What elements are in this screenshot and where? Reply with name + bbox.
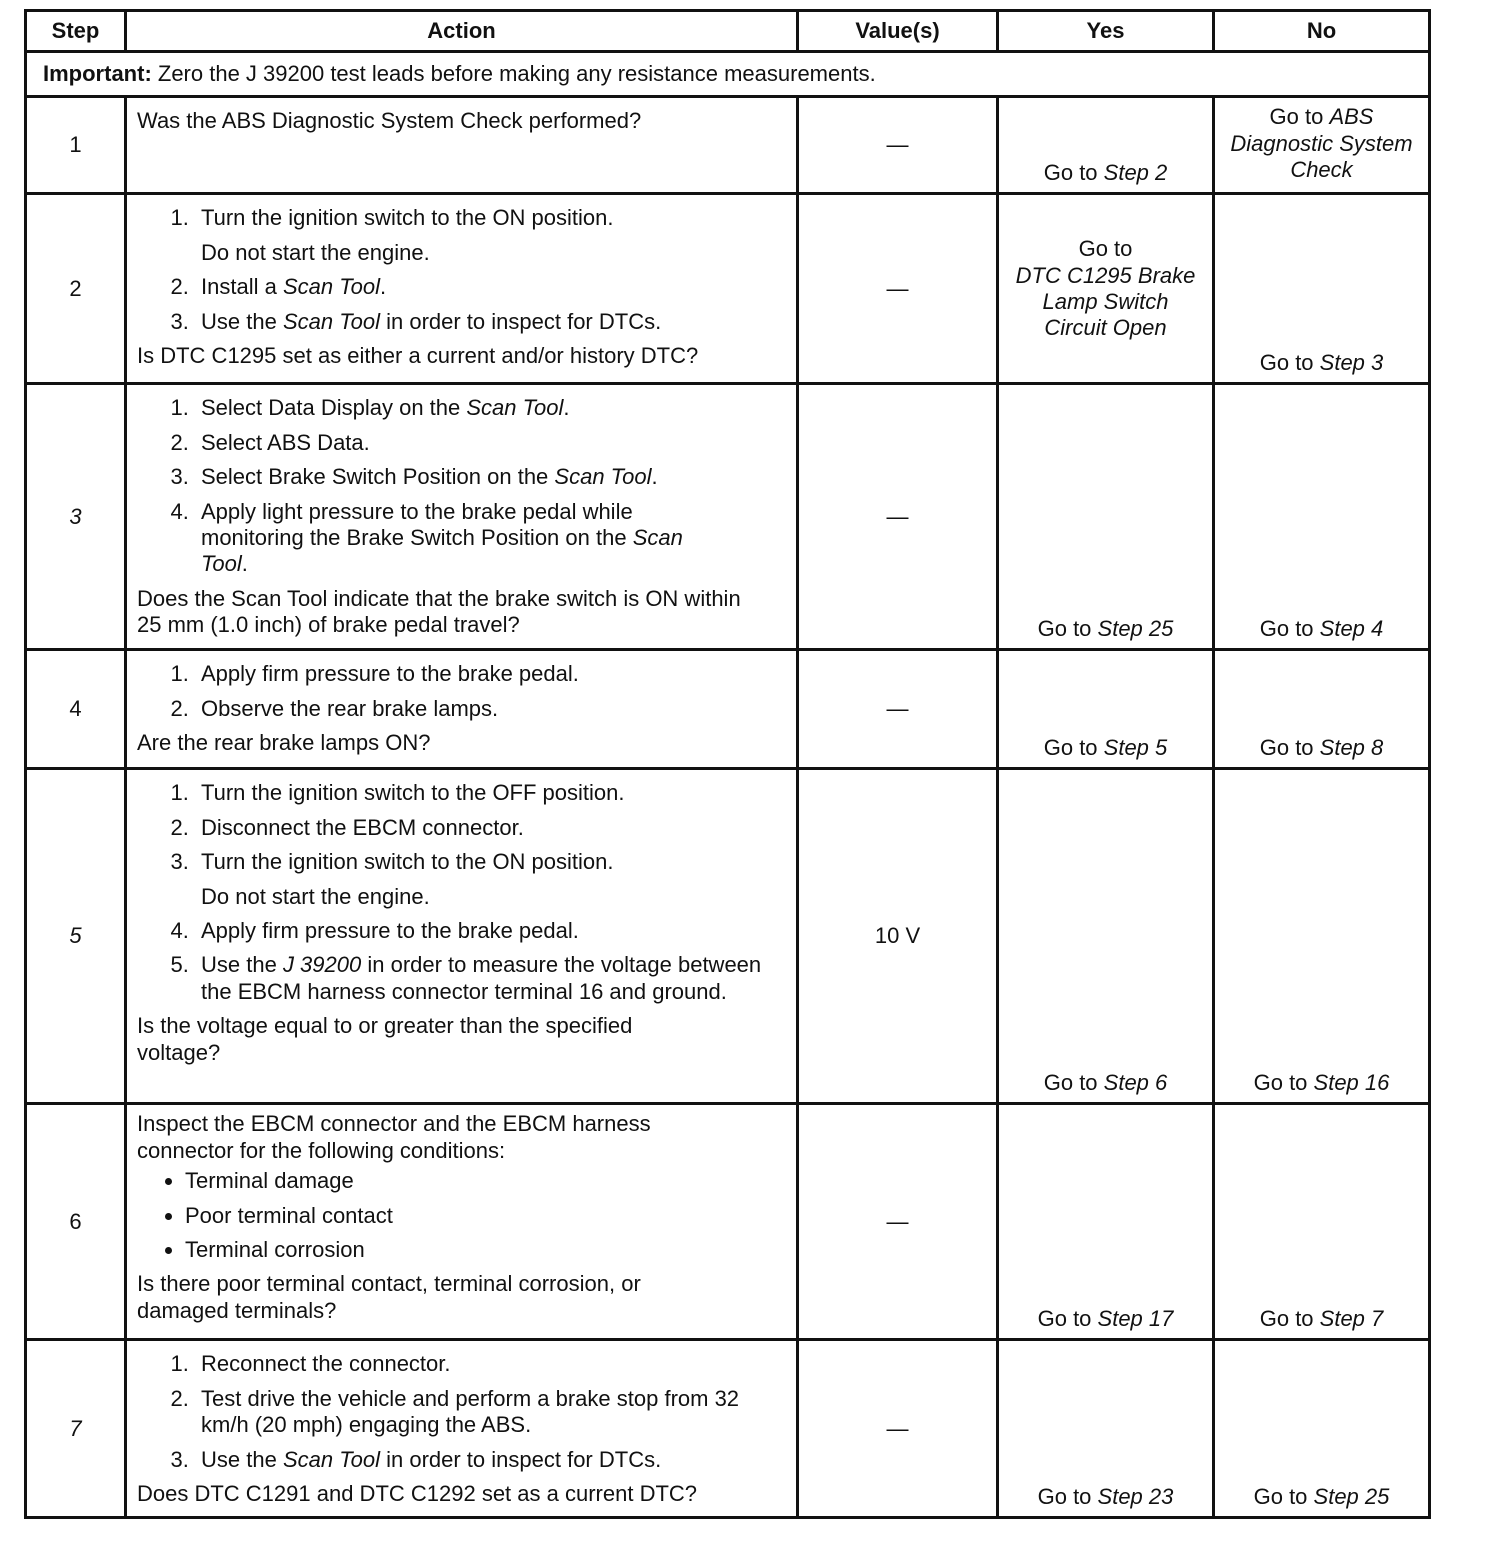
step-number: 5 <box>26 769 126 1104</box>
action-step <box>195 918 786 944</box>
action-step-text: Turn the ignition switch to the OFF position. <box>201 780 625 806</box>
table-row <box>26 194 1430 384</box>
yes-link[interactable]: Step 17 <box>1097 1306 1174 1331</box>
action-step <box>195 661 786 687</box>
yes-cell <box>998 769 1214 1104</box>
header-step: Step <box>26 11 126 52</box>
yes-prefix: Go to <box>1037 1306 1098 1331</box>
action-question: Is DTC C1295 set as either a current and/or history DTC? <box>137 342 699 368</box>
yes-link[interactable]: Step 5 <box>1103 735 1168 760</box>
list-item: • Terminal damage <box>185 1168 786 1194</box>
action-cell <box>126 769 798 1104</box>
important-label: Important: <box>43 61 152 86</box>
value-cell: — <box>798 650 998 769</box>
action-step-text: Use the <box>201 1446 283 1472</box>
no-link[interactable]: Step 16 <box>1313 1070 1390 1095</box>
important-row <box>26 52 1430 97</box>
no-link[interactable]: ABS Diagnostic System Check <box>1230 104 1413 183</box>
action-question: Does DTC C1291 and DTC C1292 set as a current DTC? <box>137 1480 698 1506</box>
action-cell <box>126 1104 798 1340</box>
table-row <box>26 769 1430 1104</box>
list-item: • Poor terminal contact <box>185 1203 786 1229</box>
action-step-text: Use the <box>201 308 283 334</box>
action-intro: Inspect the EBCM connector and the EBCM harness connector for the following conditions: <box>137 1111 651 1163</box>
table-row <box>26 97 1430 194</box>
yes-link[interactable]: DTC C1295 Brake Lamp Switch Circuit Open <box>1015 262 1196 341</box>
step-number: 2 <box>26 194 126 384</box>
no-cell <box>1214 97 1430 194</box>
no-prefix: Go to <box>1269 104 1330 130</box>
no-link[interactable]: Step 8 <box>1319 735 1384 760</box>
action-step <box>195 815 786 841</box>
action-step <box>195 205 786 266</box>
action-step <box>195 849 786 910</box>
yes-prefix: Go to <box>1043 160 1104 185</box>
header-row <box>26 11 1430 52</box>
value-cell: — <box>798 384 998 650</box>
value-cell: — <box>798 1104 998 1340</box>
value-cell: 10 V <box>798 769 998 1104</box>
action-question: Does the Scan Tool indicate that the brake switch is ON within 25 mm (1.0 inch) of brake pedal travel? <box>137 585 741 638</box>
action-cell <box>126 1340 798 1518</box>
action-step-text: in order to measure the voltage between the EBCM harness connector terminal 16 and ground. <box>201 952 762 1004</box>
action-step-text: in order to inspect for DTCs. <box>379 1446 662 1472</box>
action-question: Are the rear brake lamps ON? <box>137 730 431 756</box>
action-step-emphasis: Scan Tool <box>282 1446 380 1472</box>
action-step-emphasis: Scan Tool <box>282 308 380 334</box>
no-cell <box>1214 1104 1430 1340</box>
value-cell: — <box>798 1340 998 1518</box>
action-cell <box>126 194 798 384</box>
yes-cell <box>998 1340 1214 1518</box>
action-step-text: . <box>651 464 658 490</box>
action-question: Is the voltage equal to or greater than the specified voltage? <box>137 1013 633 1065</box>
no-prefix: Go to <box>1253 1070 1314 1095</box>
yes-link[interactable]: Step 2 <box>1103 160 1168 185</box>
action-step-text: Use the <box>201 952 283 978</box>
header-values: Value(s) <box>798 11 998 52</box>
action-step-text: Apply firm pressure to the brake pedal. <box>201 661 579 687</box>
action-step-text: . <box>563 395 570 421</box>
action-step-text: Disconnect the EBCM connector. <box>201 814 524 840</box>
action-step <box>195 274 786 300</box>
step-number: 6 <box>26 1104 126 1340</box>
action-step-text: Select ABS Data. <box>201 429 370 455</box>
action-step-text: Select Data Display on the <box>201 395 467 421</box>
action-cell <box>126 384 798 650</box>
no-prefix: Go to <box>1259 1306 1320 1331</box>
yes-prefix: Go to <box>1043 1070 1104 1095</box>
step-number: 7 <box>26 1340 126 1518</box>
action-step <box>195 696 786 722</box>
important-note <box>26 52 1430 97</box>
action-step-text: Observe the rear brake lamps. <box>201 695 499 721</box>
action-step <box>195 780 786 806</box>
action-step-text: Reconnect the connector. <box>201 1351 451 1377</box>
action-step <box>195 1447 786 1473</box>
action-step-text: . <box>379 274 387 300</box>
no-prefix: Go to <box>1259 350 1320 375</box>
action-step-text: . <box>241 551 248 577</box>
yes-prefix: Go to <box>1037 616 1098 641</box>
action-step-text: Turn the ignition switch to the ON position. <box>201 849 614 875</box>
action-step <box>195 395 786 421</box>
table-row <box>26 1104 1430 1340</box>
no-prefix: Go to <box>1253 1484 1314 1509</box>
diagnostic-table <box>24 9 1431 1519</box>
action-step-text: Install a <box>201 274 283 300</box>
action-step-text: in order to inspect for DTCs. <box>379 308 662 334</box>
action-steps <box>137 780 786 1005</box>
yes-cell <box>998 194 1214 384</box>
value-cell: — <box>798 97 998 194</box>
no-cell <box>1214 384 1430 650</box>
action-step-emphasis: Scan Tool <box>282 274 380 300</box>
no-prefix: Go to <box>1259 735 1320 760</box>
action-question: Was the ABS Diagnostic System Check performed? <box>137 108 642 134</box>
value-cell: — <box>798 194 998 384</box>
action-step <box>195 1386 786 1439</box>
action-step-text: Apply firm pressure to the brake pedal. <box>201 917 579 943</box>
yes-link[interactable]: Step 23 <box>1097 1484 1174 1509</box>
yes-prefix: Go to <box>1037 1484 1098 1509</box>
action-step-emphasis: J 39200 <box>282 952 362 978</box>
table-body <box>26 52 1430 1518</box>
action-step-subtext: Do not start the engine. <box>201 883 430 909</box>
no-link[interactable]: Step 3 <box>1319 350 1384 375</box>
yes-cell <box>998 384 1214 650</box>
action-step <box>195 1351 786 1377</box>
table-row <box>26 1340 1430 1518</box>
yes-link[interactable]: Step 6 <box>1103 1070 1168 1095</box>
action-cell <box>126 650 798 769</box>
yes-prefix: Go to <box>1043 735 1104 760</box>
no-cell <box>1214 769 1430 1104</box>
action-step-text: Test drive the vehicle and perform a brake stop from 32 km/h (20 mph) engaging the ABS. <box>201 1385 740 1438</box>
action-step-text: Select Brake Switch Position on the <box>201 464 555 490</box>
action-cell <box>126 97 798 194</box>
step-number: 1 <box>26 97 126 194</box>
header-yes: Yes <box>998 11 1214 52</box>
action-steps <box>137 205 786 335</box>
condition-list <box>137 1168 786 1263</box>
no-cell <box>1214 194 1430 384</box>
action-step-emphasis: Scan Tool <box>554 464 652 490</box>
action-step <box>195 499 786 578</box>
no-link[interactable]: Step 7 <box>1319 1306 1384 1331</box>
action-step <box>195 952 786 1005</box>
table-row <box>26 384 1430 650</box>
table-row <box>26 650 1430 769</box>
yes-cell <box>998 1104 1214 1340</box>
important-text: Zero the J 39200 test leads before making any resistance measurements. <box>151 61 876 86</box>
yes-cell <box>998 650 1214 769</box>
yes-cell <box>998 97 1214 194</box>
yes-prefix: Go to <box>1078 236 1133 262</box>
no-cell <box>1214 1340 1430 1518</box>
list-item: • Terminal corrosion <box>185 1237 786 1263</box>
step-number: 4 <box>26 650 126 769</box>
action-step-text: Turn the ignition switch to the ON position. <box>201 205 614 231</box>
action-step <box>195 430 786 456</box>
no-cell <box>1214 650 1430 769</box>
action-question: Is there poor terminal contact, terminal corrosion, or damaged terminals? <box>137 1271 641 1323</box>
action-steps <box>137 661 786 722</box>
step-number: 3 <box>26 384 126 650</box>
action-step-text: Apply light pressure to the brake pedal while monitoring the Brake Switch Position on the <box>201 498 633 550</box>
action-steps <box>137 395 786 577</box>
action-steps <box>137 1351 786 1473</box>
no-link[interactable]: Step 4 <box>1319 616 1384 641</box>
action-step <box>195 464 786 490</box>
action-step <box>195 309 786 335</box>
no-link[interactable]: Step 25 <box>1313 1484 1390 1509</box>
header-no: No <box>1214 11 1430 52</box>
action-step-emphasis: Scan Tool <box>201 524 683 577</box>
no-prefix: Go to <box>1259 616 1320 641</box>
yes-link[interactable]: Step 25 <box>1097 616 1174 641</box>
action-step-emphasis: Scan Tool <box>466 395 564 421</box>
header-action: Action <box>126 11 798 52</box>
action-step-subtext: Do not start the engine. <box>201 239 430 265</box>
